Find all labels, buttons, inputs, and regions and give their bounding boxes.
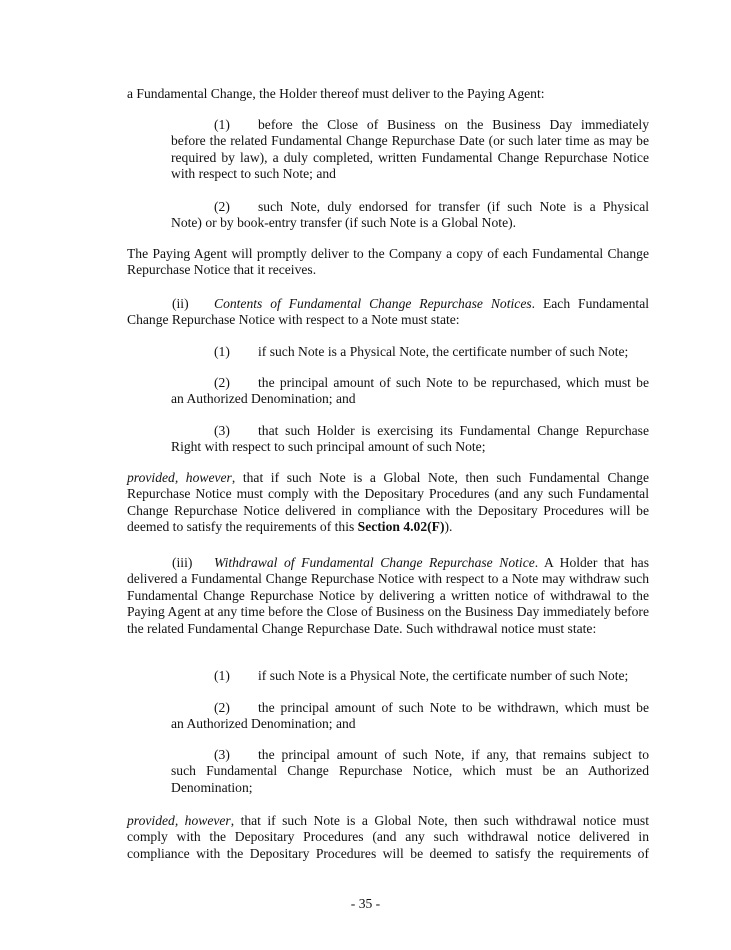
item-number: (1) xyxy=(214,668,230,683)
list-item-w1 xyxy=(171,668,649,684)
page-number: - 35 - xyxy=(350,896,381,911)
list-item-w3 xyxy=(171,747,649,796)
item-number: (2) xyxy=(214,199,230,214)
list-item-w2 xyxy=(171,700,649,733)
item-text-cont: such Fundamental Change Repurchase Notice, which must be an Authorized Denomination; xyxy=(171,763,649,795)
item-text-cont: Right with respect to such principal amount of such Note; xyxy=(171,439,486,455)
item-number: (3) xyxy=(214,747,230,762)
list-item-c2 xyxy=(171,375,649,408)
item-text: such Note, duly endorsed for transfer (if such Note is a Physical xyxy=(258,199,649,214)
item-text: before the Close of Business on the Business Day immediately xyxy=(258,117,649,132)
item-number: (1) xyxy=(214,117,230,132)
list-item-1 xyxy=(171,117,649,183)
paragraph-text: The Paying Agent will promptly deliver to the Company a copy of each Fundamental Change Repurchase Notice that it receives. xyxy=(127,246,649,278)
section-reference: Section 4.02(F) xyxy=(357,519,445,535)
proviso-1 xyxy=(127,470,649,536)
item-text: the principal amount of such Note to be repurchased, which must be xyxy=(258,375,649,390)
paragraph-intro xyxy=(127,86,649,102)
item-number: (2) xyxy=(214,375,230,390)
proviso-italic: provided, however xyxy=(127,470,232,485)
paragraph-paying-agent xyxy=(127,246,649,279)
item-number: (1) xyxy=(214,344,230,359)
item-text: if such Note is a Physical Note, the certificate number of such Note; xyxy=(258,668,629,683)
item-text-cont: Note) or by book-entry transfer (if such Note is a Global Note). xyxy=(171,215,517,231)
proviso-end: ). xyxy=(444,519,453,535)
section-number: (iii) xyxy=(172,555,193,570)
item-text-cont: an Authorized Denomination; and xyxy=(171,716,356,732)
item-text: that such Holder is exercising its Fundamental Change Repurchase xyxy=(258,423,649,438)
section-title: Contents of Fundamental Change Repurchase Notices xyxy=(214,296,532,311)
section-text-cont: delivered a Fundamental Change Repurchase Notice with respect to a Note may withdraw such Fundamental Change Repurchase Notice by delivering a written notice of withdrawal to the Paying Agent at any time before the Close of Business on the Business Day immediately before the related Fundamental Change Repurchase Date. Such withdrawal notice must state: xyxy=(127,571,649,636)
item-text: the principal amount of such Note, if any, that remains subject to xyxy=(258,747,649,762)
proviso-2 xyxy=(127,813,649,862)
item-number: (3) xyxy=(214,423,230,438)
item-text-cont: before the related Fundamental Change Repurchase Date (or such later time as may be required by law), a duly completed, written Fundamental Change Repurchase Notice with respect to such Note; and xyxy=(171,133,649,182)
list-item-2 xyxy=(171,199,649,232)
section-ii xyxy=(127,296,649,329)
item-text-cont: an Authorized Denomination; and xyxy=(171,391,356,407)
section-text-cont: Change Repurchase Notice with respect to a Note must state: xyxy=(127,312,460,328)
section-text: . Each Fundamental xyxy=(531,296,650,311)
section-text: . A Holder that has xyxy=(534,555,650,570)
item-text: the principal amount of such Note to be withdrawn, which must be xyxy=(258,700,649,715)
item-text: if such Note is a Physical Note, the certificate number of such Note; xyxy=(258,344,629,359)
proviso-italic: provided, however xyxy=(127,813,231,828)
section-number: (ii) xyxy=(172,296,189,311)
intro-line: a Fundamental Change, the Holder thereof must deliver to the Paying Agent: xyxy=(127,86,545,101)
list-item-c1 xyxy=(171,344,649,360)
section-iii xyxy=(127,555,649,637)
list-item-c3 xyxy=(171,423,649,456)
item-number: (2) xyxy=(214,700,230,715)
proviso-text: , that if such Note is a Global Note, then such Fundamental Change Repurchase Notice must comply with the Depositary Procedures (and any such Fundamental Change Repurchase Notice delivered in compliance with the Depositary Procedures will be deemed to satisfy the requirements of this xyxy=(127,470,650,535)
proviso-text: , that if such Note is a Global Note, then such withdrawal notice must comply with the Depositary Procedures (and any such withdrawal notice delivered in compliance with the Depositary Procedures will be deemed to satisfy the requirements of xyxy=(127,813,649,861)
section-title: Withdrawal of Fundamental Change Repurchase Notice xyxy=(214,555,535,570)
